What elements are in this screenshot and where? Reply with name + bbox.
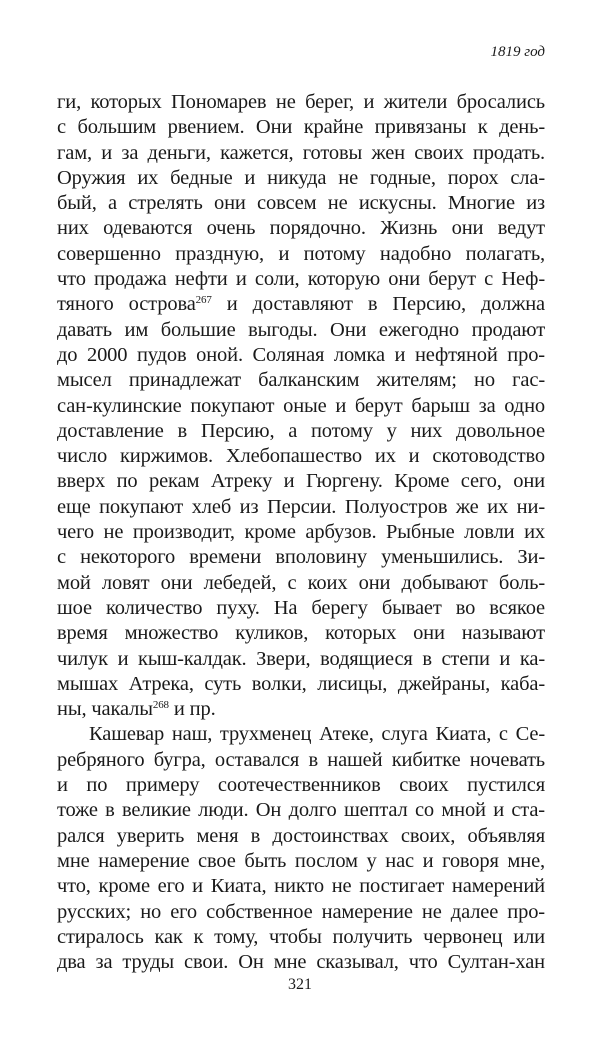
line-text: ны, чакалы [57, 698, 153, 721]
text-line: чилук и кыш-калдак. Звери, водящиеся в степи и ка- [57, 647, 545, 670]
text-line: доставление в Персию, а потому у них довольное [57, 419, 545, 442]
text-line: давать им большие выгоды. Они ежегодно продают [57, 318, 545, 341]
page-number: 321 [288, 976, 312, 993]
text-line: чего не производит, кроме арбузов. Рыбные ловли их [57, 521, 545, 544]
text-line: мне намерение свое быть послом у нас и говоря мне, [57, 849, 545, 872]
text-line: что, кроме его и Киата, никто не постигает намерений [57, 875, 545, 898]
text-line: ребряного бугра, оставался в нашей кибитке ночевать [57, 748, 545, 771]
text-line: время множество куликов, которых они называют [57, 622, 545, 645]
text-line: мысел принадлежат балканским жителям; но гас- [57, 369, 545, 392]
text-line: них одеваются очень порядочно. Жизнь они ведут [57, 217, 545, 240]
text-line: мышах Атрека, суть волки, лисицы, джейраны, каба- [57, 672, 545, 695]
text-line: еще покупают хлеб из Персии. Полуостров же их ни- [57, 495, 545, 518]
text-line: вверх по рекам Атреку и Гюргену. Кроме сего, они [57, 470, 545, 493]
text-line: что продажа нефти и соли, которую они берут с Неф- [57, 268, 545, 291]
text-line: гам, и за деньги, кажется, готовы жен своих продать. [57, 141, 545, 164]
text-line: сан-кулинские покупают оные и берут барыш за одно [57, 394, 545, 417]
text-line: стиралось как к тому, чтобы получить червонец или [57, 925, 545, 948]
text-line [57, 697, 545, 722]
text-line: бый, а стрелять они совсем не искусны. Многие из [57, 192, 545, 215]
footnote-ref[interactable]: 267 [195, 294, 212, 307]
text-line: шое количество пуху. На берегу бывает во всякое [57, 596, 545, 619]
text-line: Оружия их бедные и никуда не годные, порох сла- [57, 166, 545, 189]
text-line: до 2000 пудов оной. Соляная ломка и нефтяной про- [57, 343, 545, 366]
text-line: совершенно праздную, и потому надобно полагать, [57, 242, 545, 265]
page-body [57, 90, 545, 975]
text-line: Кашевар наш, трухменец Атеке, слуга Киата, с Се- [89, 723, 545, 746]
text-line: число киржимов. Хлебопашество их и скотоводство [57, 445, 545, 468]
footnote-ref[interactable]: 268 [152, 699, 169, 712]
line-text: и пр. [168, 698, 216, 721]
text-line: с большим рвением. Они крайне привязаны к день- [57, 116, 545, 139]
line-text: тяного острова [57, 293, 196, 316]
text-line: русских; но его собственное намерение не далее про- [57, 900, 545, 923]
text-line: ги, которых Пономарев не берег, и жители бросались [57, 91, 545, 113]
paragraph [57, 90, 545, 722]
text-line: мой ловят они лебедей, с коих они добывают боль- [57, 571, 545, 594]
paragraph [57, 722, 545, 975]
text-line: рался уверить меня в достоинствах своих, объявляя [57, 824, 545, 847]
running-head: 1819 год [490, 44, 545, 60]
line-text: и доставляют в Персию, должна [211, 293, 545, 316]
text-line: два за труды свои. Он мне сказывал, что Султан-хан [57, 951, 545, 974]
text-line: тоже в великие люди. Он долго шептал со мной и ста- [57, 799, 545, 822]
text-line [57, 292, 545, 317]
text-line: и по примеру соотечественников своих пустился [57, 774, 545, 797]
text-line: с некоторого времени вполовину уменьшились. Зи- [57, 546, 545, 569]
